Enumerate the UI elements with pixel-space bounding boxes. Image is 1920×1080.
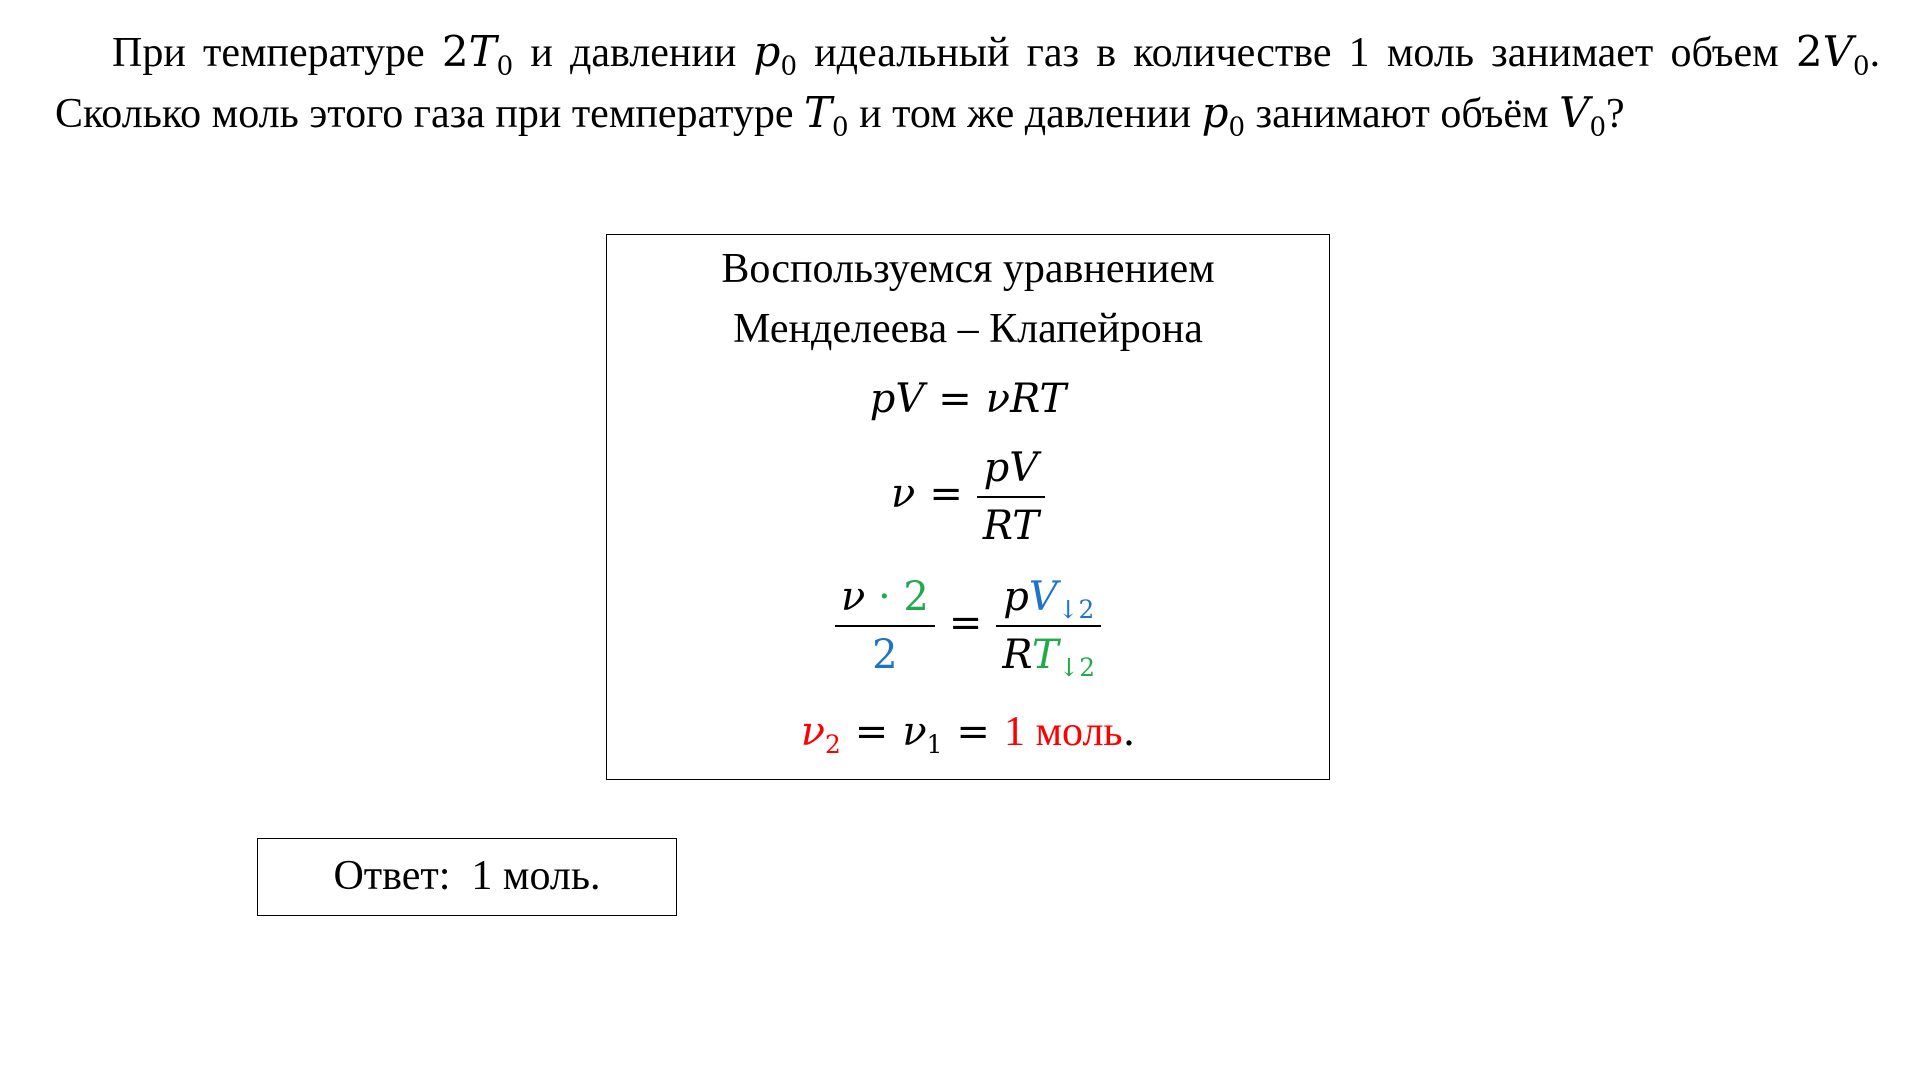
problem-text-6: занимают объём: [1255, 91, 1549, 137]
solution-heading-line2: Менделеева – Клапейрона: [733, 306, 1203, 352]
math-p0-second: $p_0$: [1201, 88, 1246, 143]
fraction-left: $\frac{\nu \cdot 2}{2}$: [835, 577, 935, 675]
problem-text-5: и том же давлении: [859, 91, 1192, 137]
answer-box: [257, 838, 677, 916]
solution-heading-line1: Воспользуемся уравнением: [721, 246, 1215, 292]
fraction-right: $\frac{pV_{↓2}}{RT_{↓2}}$: [996, 577, 1101, 675]
fraction-pV-RT: $\frac{pV}{RT}$: [977, 448, 1045, 546]
problem-text-2: и давлении: [530, 30, 737, 76]
math-p0: $p_0$: [753, 27, 797, 82]
equation-amount: ν = $\frac{pV}{RT}$: [606, 448, 1330, 546]
equation-result: $\nu_2 = \nu_1 = 1$ моль.: [800, 709, 1136, 759]
equation-ideal-gas: pV = νRT: [869, 376, 1067, 422]
math-V0: $V_0$: [1559, 88, 1606, 143]
problem-statement: [55, 22, 1880, 144]
equation-scaled: $\frac{\nu \cdot 2}{2}$ = $\frac{pV_{↓2}}{RT_{↓2}}$: [606, 577, 1330, 675]
math-T0: $T_0$: [804, 88, 849, 143]
problem-text-3: идеальный газ в количестве 1 моль занимает объем: [814, 30, 1779, 76]
problem-text-7: ?: [1606, 91, 1625, 137]
problem-text-4: . Сколько моль этого газа при температуре: [55, 30, 1881, 137]
math-2V0: $2V_0$: [1795, 27, 1870, 82]
answer-text: Ответ: 1 моль.: [333, 853, 601, 899]
problem-text-1: При температуре: [112, 30, 425, 76]
math-2T0: $2T_0$: [441, 27, 514, 82]
